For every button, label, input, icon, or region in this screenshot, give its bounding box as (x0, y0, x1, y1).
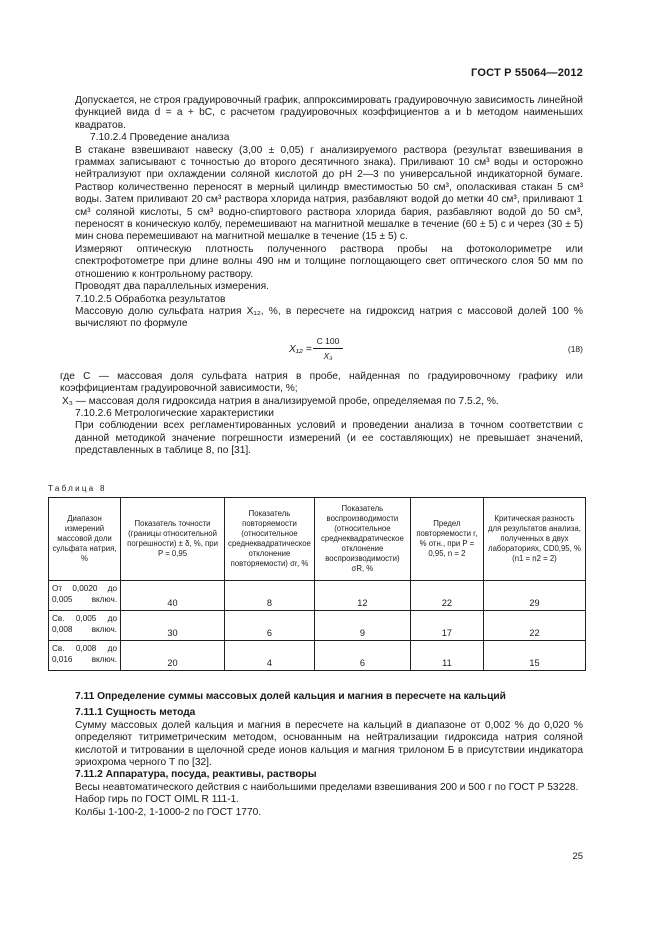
paragraph-approximation: Допускается, не строя градуировочный график, аппроксимировать градуировочную зависимость линейной функцией вида d = a + bC, с расчетом градуировочных коэффициентов a и b методом наименьших квадратов. (75, 95, 583, 131)
cell-value: 15 (483, 641, 585, 671)
table-row (49, 581, 586, 611)
table-row (49, 611, 586, 641)
cell-value: 30 (121, 611, 225, 641)
paragraph-flasks: Колбы 1-100-2, 1-1000-2 по ГОСТ 1770. (75, 806, 262, 818)
header-range: Диапазон измерений массовой доли сульфата натрия, % (49, 498, 121, 581)
section-7-10-2-6: 7.10.2.6 Метрологические характеристики (75, 407, 274, 419)
cell-value: 22 (483, 611, 585, 641)
section-7-10-2-4: 7.10.2.4 Проведение анализа (90, 132, 230, 144)
paragraph-measure: Измеряют оптическую плотность полученного раствора пробы на фотоколориметре или спектрофотометре при длине волны 490 нм и толщине поглощающего свет оптического слоя 50 мм по отношению к контрольному раствору. (75, 243, 583, 280)
cell-value: 6 (314, 641, 410, 671)
cell-value: 22 (410, 581, 483, 611)
formula-fraction (313, 335, 343, 363)
paragraph-metrology: При соблюдении всех регламентированных условий и проведении анализа в точном соответствии с данной методикой значение погрешности измерений (и ее составляющих) не превышает значений, представленных в таблице 8, по [31]. (75, 420, 583, 457)
heading-7-11: 7.11 Определение суммы массовых долей кальция и магния в пересчете на кальций (75, 691, 506, 702)
document-code: ГОСТ Р 55064—2012 (471, 67, 583, 79)
cell-value: 29 (483, 581, 585, 611)
paragraph-weights: Набор гирь по ГОСТ OIML R 111-1. (75, 794, 240, 806)
cell-value: 4 (225, 641, 315, 671)
formula-denominator: X₃ (323, 351, 333, 362)
section-7-10-2-5: 7.10.2.5 Обработка результатов (75, 293, 226, 305)
table-8 (48, 497, 586, 671)
cell-value: 40 (121, 581, 225, 611)
paragraph-formula-intro: Массовую долю сульфата натрия X₁₂, %, в пересчете на гидроксид натрия с массовой долей 100 % вычисляют по формуле (75, 305, 583, 330)
heading-7-11-1: 7.11.1 Сущность метода (75, 707, 196, 719)
header-reproducibility: Показатель воспроизводимости (относительное среднеквадратическое отклонение воспроизводимости) σR, % (314, 498, 410, 581)
header-accuracy: Показатель точности (границы относительной погрешности) ± δ, %, при P = 0,95 (121, 498, 225, 581)
formula-lhs: X₁₂ = (289, 343, 312, 355)
formula-18 (75, 335, 583, 365)
cell-value: 9 (314, 611, 410, 641)
cell-value: 6 (225, 611, 315, 641)
cell-range: Св. 0,008 до 0,016 включ. (49, 641, 121, 671)
cell-value: 17 (410, 611, 483, 641)
formula-number: (18) (567, 343, 583, 354)
paragraph-method-essence: Сумму массовых долей кальция и магния в пересчете на кальций в диапазоне от 0,002 % до 0,020 % определяют титриметрическим методом, основанным на нейтрализации гидроксида натрия соляной кислотой и титровании в щелочной среде ионов кальция и магния трилоном Б в присутствии индикатора эриохрома черного Т по [32]. (75, 719, 583, 769)
header-repeatability-limit: Предел повторяемости r, % отн., при P = 0,95, n = 2 (410, 498, 483, 581)
header-critical-difference: Критическая разность для результатов анализа, полученных в двух лабораториях, CD0,95, % (n1 = n2 = 2) (483, 498, 585, 581)
cell-value: 20 (121, 641, 225, 671)
page-number: 25 (572, 851, 583, 862)
table-header-row (49, 498, 586, 581)
cell-range: От 0,0020 до 0,005 включ. (49, 581, 121, 611)
definition-c: где C — массовая доля сульфата натрия в пробе, найденная по градуировочному графику или коэффициентам градуировочной зависимости, %; (60, 370, 583, 395)
table-caption: Таблица 8 (48, 484, 107, 493)
paragraph-parallel: Проводят два параллельных измерения. (75, 281, 269, 293)
header-repeatability: Показатель повторяемости (относительное среднеквадратическое отклонение повторяемости) σr, % (225, 498, 315, 581)
cell-value: 8 (225, 581, 315, 611)
cell-range: Св. 0,005 до 0,008 включ. (49, 611, 121, 641)
paragraph-analysis: В стакане взвешивают навеску (3,00 ± 0,05) г анализируемого раствора (результат взвешивания в граммах записывают с точностью до второго десятичного знака). Приливают 10 см³ воды и осторожно нейтрализуют при охлаждении соляной кислотой до pH 2—3 по универсальной индикаторной бумаге. Раствор количественно переносят в мерный цилиндр вместимостью 50 см³, ополаскивая стакан 5 см³ воды. Затем приливают 20 см³ раствора хлорида натрия, разбавляют водой до метки 40 см³, приливают 1 см³ соляной кислоты, 5 см³ водно-спиртового раствора хлорида бария, разбавляют водой до 50 см³, переносят в коническую колбу, перемешивают на магнитной мешалке в течение (60 ± 5) с и через (30 ± 5) мин снова перемешивают на магнитной мешалке в течение (15 ± 5) с. (75, 144, 583, 243)
cell-value: 11 (410, 641, 483, 671)
main-text (60, 95, 583, 458)
heading-7-11-2: 7.11.2 Аппаратура, посуда, реактивы, растворы (75, 769, 317, 781)
paragraph-scales: Весы неавтоматического действия с наибольшими пределами взвешивания 200 и 500 г по ГОСТ Р 53228. (75, 781, 579, 793)
section-7-11 (75, 691, 583, 819)
table-row (49, 641, 586, 671)
formula-numerator: C 100 (313, 335, 343, 349)
cell-value: 12 (314, 581, 410, 611)
definition-x3: X₃ — массовая доля гидроксида натрия в анализируемой пробе, определяемая по 7.5.2, %. (62, 395, 499, 407)
